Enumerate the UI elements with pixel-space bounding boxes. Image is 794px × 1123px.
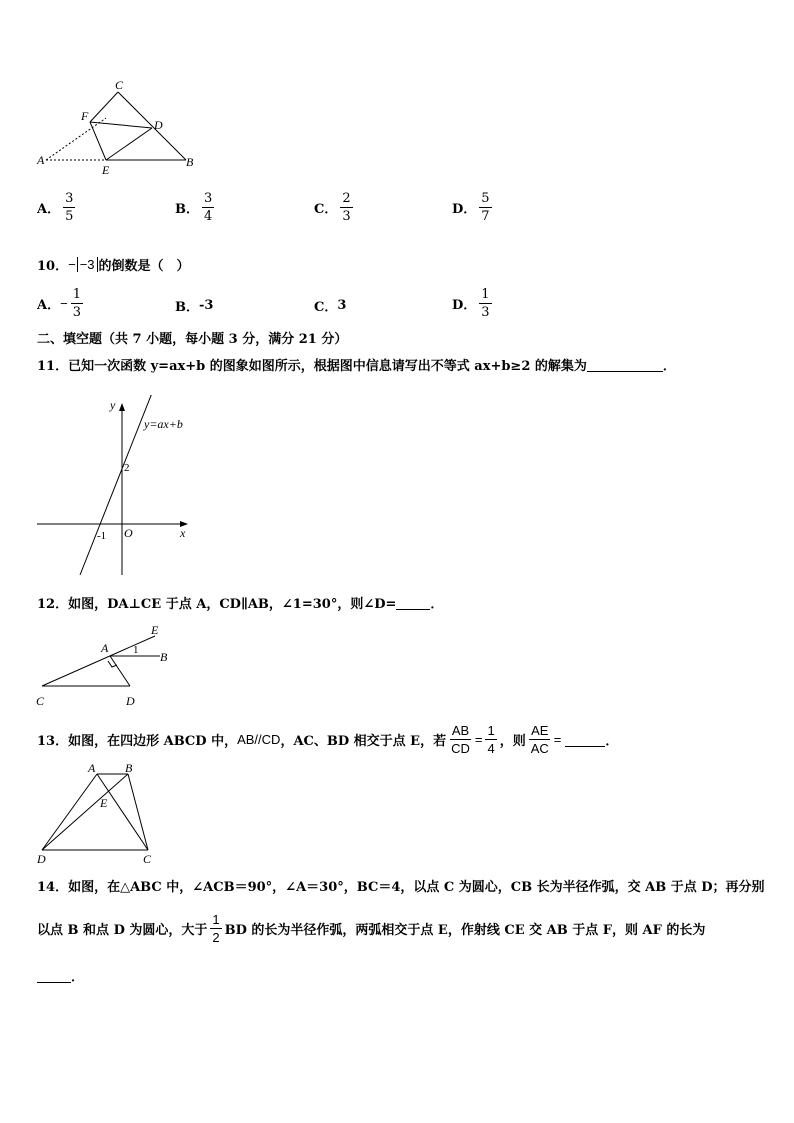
q13-fraction-ratio: $\frac{1}{4}$ bbox=[487, 723, 495, 756]
q13-label-d: D bbox=[37, 852, 46, 866]
y-intercept-label: 2 bbox=[124, 462, 130, 474]
y-axis-label: y bbox=[110, 398, 116, 412]
q10-option-b[interactable]: B． -3 bbox=[175, 298, 214, 315]
q9-label-c: C bbox=[115, 78, 124, 92]
q9-option-b[interactable] bbox=[175, 190, 217, 225]
q13-label-a: A bbox=[88, 761, 96, 775]
q9-label-a: A bbox=[37, 153, 45, 167]
q13-label-b: B bbox=[125, 761, 133, 775]
q13-label-e: E bbox=[100, 796, 108, 810]
q9-label-f: F bbox=[81, 109, 89, 123]
q12-figure bbox=[30, 620, 180, 712]
option-letter: D． bbox=[452, 202, 477, 217]
q12-angle-label: 1 bbox=[133, 644, 139, 656]
answer-blank[interactable] bbox=[396, 595, 430, 610]
option-letter: A． bbox=[37, 202, 61, 217]
q9-label-d: D bbox=[154, 118, 163, 132]
answer-blank[interactable] bbox=[565, 732, 605, 747]
q14-answer-line: ． bbox=[37, 966, 84, 985]
q11-function-graph bbox=[32, 395, 202, 585]
q9-label-b: B bbox=[186, 155, 194, 169]
q10-option-d[interactable]: D． $\frac{1}{3}$ bbox=[452, 287, 490, 320]
q13-fraction-ab-cd: $\frac{AB}{CD}$ bbox=[451, 723, 470, 756]
answer-blank[interactable] bbox=[37, 968, 71, 983]
q14-line2: 以点 B 和点 D 为圆心，大于 $\frac{1}{2}$ BD 的长为半径作弧，两弧相交于点 E，作射线 CE 交 AB 于点 F，则 AF 的长为 bbox=[37, 912, 706, 945]
x-intercept-label: -1 bbox=[97, 530, 107, 542]
q13-stem: 13．如图，在四边形 ABCD 中， AB//CD ，AC、BD 相交于点 E，若 $\frac{AB}{CD}$ = $\frac{1}{4}$ ，则 $\frac{AE}{AC}$ = ． bbox=[37, 723, 619, 756]
option-fraction: $\frac{2}{3}$ bbox=[342, 191, 351, 224]
q9-label-e: E bbox=[102, 163, 110, 177]
q13-label-c: C bbox=[143, 852, 152, 866]
q12-label-c: C bbox=[36, 694, 45, 708]
q10-stem: 10． − −3 的倒数是（ ） bbox=[37, 257, 190, 274]
q12-label-e: E bbox=[151, 623, 159, 637]
option-fraction: $\frac{5}{7}$ bbox=[481, 191, 490, 224]
line-label: y=ax+b bbox=[144, 417, 183, 431]
q13-fraction-ae-ac: $\frac{AE}{AC}$ bbox=[530, 723, 549, 756]
q9-option-d[interactable] bbox=[452, 190, 495, 225]
option-fraction: $\frac{1}{3}$ bbox=[481, 287, 490, 320]
q11-stem: 11．已知一次函数 y=ax+b 的图象如图所示，根据图中信息请写出不等式 ax+b≥2 的解集为 ． bbox=[37, 359, 676, 374]
q12-label-a: A bbox=[101, 641, 109, 655]
section-title: 二、填空题（共 7 小题，每小题 3 分，满分 21 分） bbox=[37, 332, 348, 347]
q10-option-c[interactable]: C． 3 bbox=[314, 298, 347, 315]
answer-blank[interactable] bbox=[587, 357, 663, 372]
q13-trapezoid-figure bbox=[30, 760, 165, 866]
q12-stem: 12．如图，DA⊥CE 于点 A，CD∥AB，∠1=30°，则∠D= ． bbox=[37, 597, 444, 612]
q12-label-b: B bbox=[160, 650, 168, 664]
option-letter: B． bbox=[175, 202, 199, 217]
q12-label-d: D bbox=[126, 694, 135, 708]
option-fraction: $\frac{3}{5}$ bbox=[65, 191, 74, 224]
x-axis-label: x bbox=[180, 526, 186, 540]
option-fraction: $\frac{1}{3}$ bbox=[72, 287, 81, 320]
origin-label: O bbox=[124, 526, 133, 540]
option-fraction: $\frac{3}{4}$ bbox=[204, 191, 213, 224]
q9-option-a[interactable] bbox=[37, 190, 78, 225]
option-letter: C． bbox=[314, 202, 338, 217]
q9-option-c[interactable] bbox=[314, 190, 356, 225]
q14-line1: 14．如图，在△ABC 中，∠ACB＝90°，∠A＝30°，BC＝4，以点 C 为圆心，CB 长为半径作弧，交 AB 于点 D；再分别 bbox=[37, 880, 765, 895]
absolute-value: −3 bbox=[77, 257, 98, 272]
q10-option-a[interactable]: A． − $\frac{1}{3}$ bbox=[37, 287, 81, 320]
q14-fraction-half: $\frac{1}{2}$ bbox=[212, 912, 220, 945]
q9-triangle-figure bbox=[30, 78, 200, 178]
